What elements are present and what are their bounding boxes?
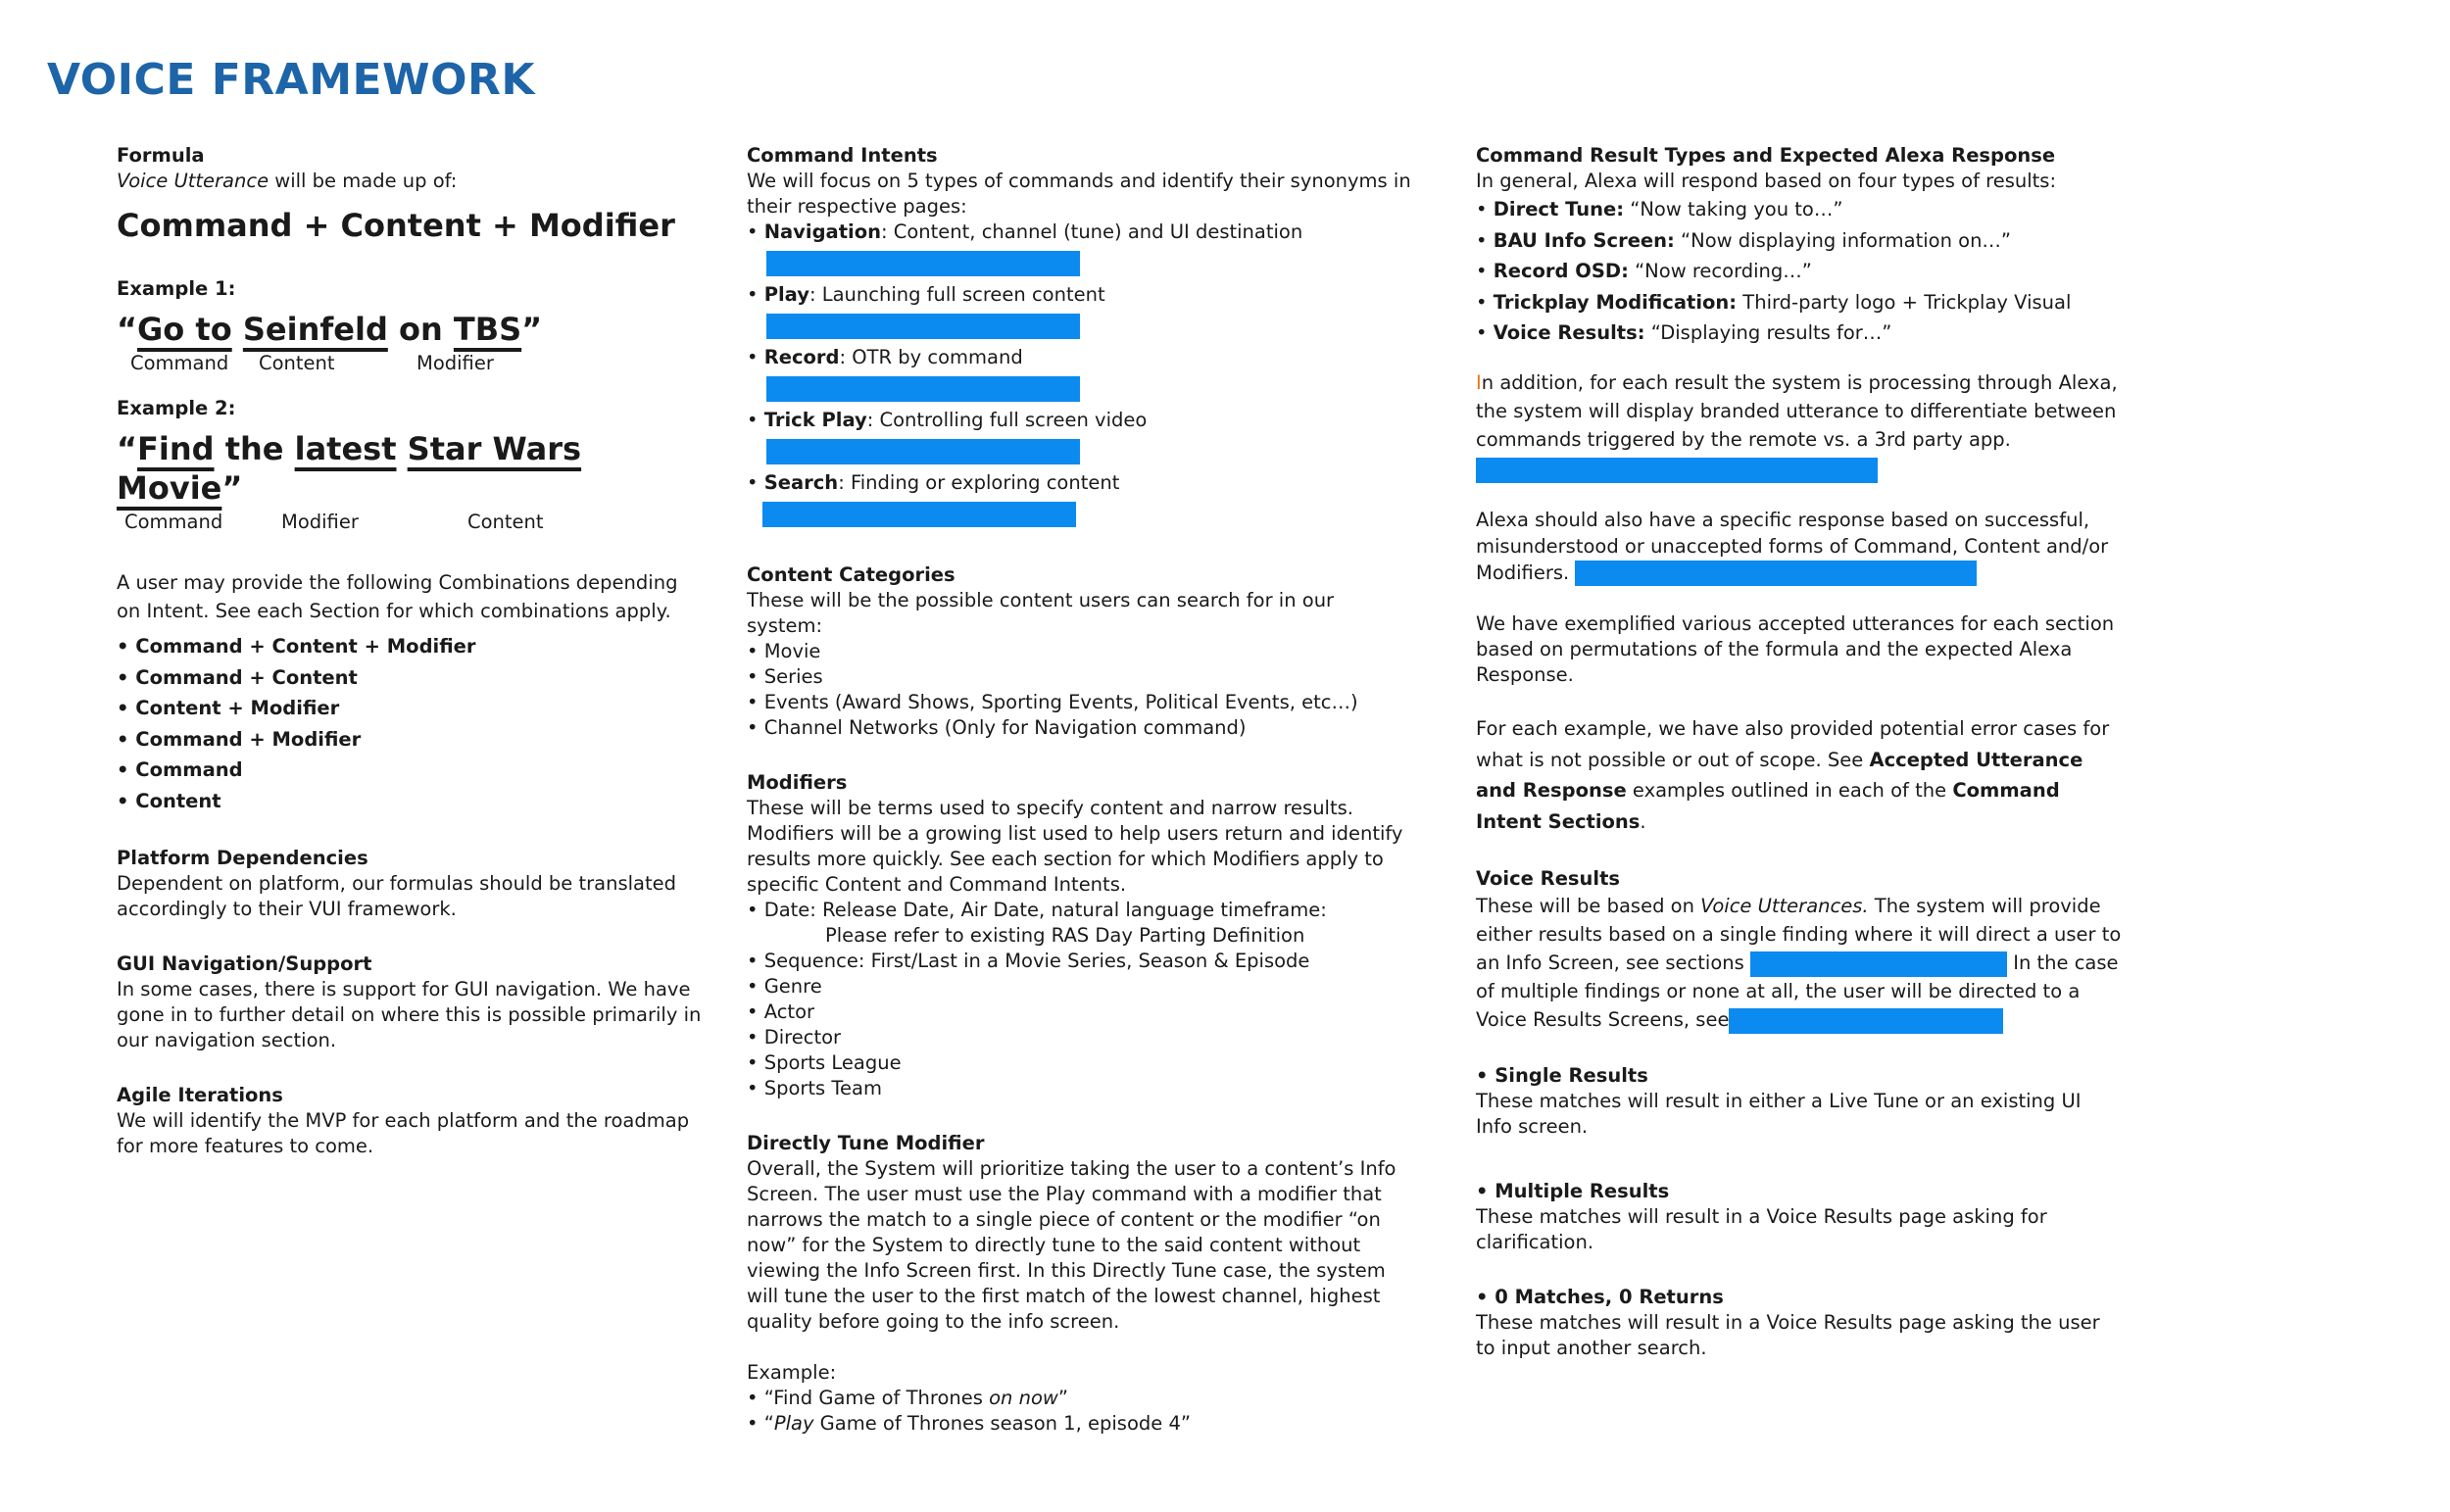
intent-item-navigation: • Navigation: Content, channel (tune) and UI destination: [747, 220, 1303, 243]
formula: Command + Content + Modifier: [117, 207, 675, 244]
redacted-link[interactable]: [1750, 951, 2007, 977]
modifiers-intro: These will be terms used to specify content and narrow results. Modifiers will be a growing list used to help users return and identify results more quickly. See each section for which Modifiers apply to specific Content and Command Intents.: [747, 797, 1403, 896]
intent-item-play: • Play: Launching full screen content: [747, 283, 1105, 306]
combo-item: • Content + Modifier: [117, 697, 340, 719]
label-content: Content: [259, 352, 335, 374]
example1-command: Go to: [137, 311, 232, 348]
modifier-item: • Actor: [747, 1000, 815, 1023]
combo-item: • Command: [117, 758, 243, 781]
error-text: For each example, we have also provided potential error cases for what is not possible or out of scope. See Accepted Utterance and Response examples outlined in each of the Command Intent Sections.: [1476, 717, 2110, 833]
tune-heading: Directly Tune Modifier: [747, 1132, 985, 1154]
single-heading: • Single Results: [1476, 1064, 1648, 1087]
combo-item: • Command + Content: [117, 665, 358, 689]
zero-heading: • 0 Matches, 0 Returns: [1476, 1286, 1724, 1308]
alexa-text: Alexa should also have a specific response based on successful, misunderstood or unaccepted forms of Command, Content and/or Modifiers.: [1476, 507, 2123, 587]
modifier-date-note: Please refer to existing RAS Day Parting Definition: [825, 924, 1305, 947]
result-item: • BAU Info Screen: “Now displaying information on…”: [1476, 228, 2012, 252]
result-item: • Record OSD: “Now recording…”: [1476, 260, 1812, 282]
modifier-item-date: • Date: Release Date, Air Date, natural language timeframe:: [747, 899, 1327, 921]
column-results: [1476, 143, 2123, 1361]
voice-heading: Voice Results: [1476, 867, 1621, 890]
result-item: • Trickplay Modification: Third-party logo + Trickplay Visual: [1476, 290, 2072, 314]
redacted-link[interactable]: [1575, 561, 1977, 586]
modifier-item: • Sequence: First/Last in a Movie Series, Season & Episode: [747, 950, 1310, 972]
category-item: • Series: [747, 665, 823, 688]
category-item: • Events (Award Shows, Sporting Events, Political Events, etc…): [747, 691, 1358, 713]
example1-content: Seinfeld: [242, 311, 388, 348]
intent-item-search: • Search: Finding or exploring content: [747, 471, 1120, 494]
label-command: Command: [124, 511, 223, 533]
platform-text: Dependent on platform, our formulas should be translated accordingly to their VUI framework.: [117, 872, 677, 920]
combo-item: • Command + Modifier: [117, 727, 362, 751]
label-command: Command: [130, 352, 229, 374]
categories-heading: Content Categories: [747, 563, 956, 586]
intents-heading: Command Intents: [747, 144, 938, 167]
intent-item-record: • Record: OTR by command: [747, 346, 1023, 368]
gui-heading: GUI Navigation/Support: [117, 952, 372, 975]
example1-labels: [117, 349, 705, 378]
tune-example-label: Example:: [747, 1361, 837, 1384]
example1-modifier: TBS: [453, 311, 522, 348]
redacted-link[interactable]: [1729, 1008, 2003, 1034]
redacted-link[interactable]: [766, 251, 1080, 276]
label-content: Content: [467, 511, 544, 533]
example2-labels: [117, 508, 705, 537]
single-text: These matches will result in either a Live Tune or an existing UI Info screen.: [1476, 1090, 2082, 1138]
modifier-item: • Sports League: [747, 1051, 902, 1074]
category-item: • Channel Networks (Only for Navigation command): [747, 716, 1247, 739]
exemplified-text: We have exemplified various accepted utterances for each section based on permutations of the formula and the expected Alexa Response.: [1476, 612, 2115, 686]
page-title: VOICE FRAMEWORK: [47, 55, 535, 105]
example2-content: Star Wars Movie: [117, 430, 582, 507]
redacted-link[interactable]: [766, 314, 1080, 339]
modifiers-heading: Modifiers: [747, 771, 848, 794]
agile-text: We will identify the MVP for each platform and the roadmap for more features to come.: [117, 1109, 690, 1157]
tune-text: Overall, the System will prioritize taking the user to a content’s Info Screen. The user must use the Play command with a modifier that narrows the match to a single piece of content or the modifier “on now” for the System to directly tune to the said content without viewing the Info Screen first. In this Directly Tune case, the system will tune the user to the first match of the lowest channel, highest quality before going to the info screen.: [747, 1157, 1396, 1333]
modifier-item: • Genre: [747, 975, 822, 998]
results-heading: Command Result Types and Expected Alexa Response: [1476, 144, 2056, 167]
redacted-link[interactable]: [1476, 458, 1878, 483]
redacted-link[interactable]: [766, 376, 1080, 402]
intents-intro: We will focus on 5 types of commands and identify their synonyms in their respective pages:: [747, 170, 1411, 218]
example2-command: Find: [137, 430, 215, 467]
formula-heading: Formula: [117, 144, 205, 167]
example2-utterance: “Find the latest Star Wars Movie”: [117, 430, 582, 507]
example1-utterance: “Go to Seinfeld on TBS”: [117, 311, 543, 348]
modifier-item: • Director: [747, 1026, 842, 1049]
combos-list: [117, 631, 705, 816]
voice-text: These will be based on Voice Utterances. The system will provide either results based on a single finding where it will direct a user to an Info Screen, see sections In the case of multiple findings or none at all, the user will be directed to a Voice Results Screens, see: [1476, 892, 2123, 1034]
multiple-heading: • Multiple Results: [1476, 1180, 1670, 1202]
example2-modifier: latest: [294, 430, 397, 467]
result-item: • Direct Tune: “Now taking you to…”: [1476, 198, 1843, 220]
intent-item-trick-play: • Trick Play: Controlling full screen video: [747, 409, 1148, 431]
gui-text: In some cases, there is support for GUI navigation. We have gone in to further detail on where this is possible primarily in our navigation section.: [117, 978, 702, 1051]
agile-heading: Agile Iterations: [117, 1084, 283, 1106]
redacted-link[interactable]: [766, 439, 1080, 464]
combo-item: • Command + Content + Modifier: [117, 635, 476, 658]
column-formula: [117, 143, 705, 1159]
platform-heading: Platform Dependencies: [117, 847, 368, 869]
label-modifier: Modifier: [416, 352, 494, 374]
tune-example-item: • “Play Game of Thrones season 1, episode 4”: [747, 1412, 1191, 1435]
example2-heading: Example 2:: [117, 397, 236, 419]
example1-heading: Example 1:: [117, 277, 236, 300]
results-intro: In general, Alexa will respond based on four types of results:: [1476, 170, 2057, 192]
result-item: • Voice Results: “Displaying results for…”: [1476, 321, 1892, 344]
combo-item: • Content: [117, 789, 221, 812]
combos-intro: A user may provide the following Combinations depending on Intent. See each Section for which combinations apply.: [117, 571, 678, 622]
tune-example-item: • “Find Game of Thrones on now”: [747, 1387, 1068, 1409]
addition-text: In addition, for each result the system is processing through Alexa, the system will display branded utterance to differentiate between commands triggered by the remote vs. a 3rd party app.: [1476, 370, 2118, 451]
modifier-item: • Sports Team: [747, 1077, 882, 1099]
label-modifier: Modifier: [281, 511, 359, 533]
redacted-link[interactable]: [762, 502, 1076, 527]
zero-text: These matches will result in a Voice Results page asking the user to input another search.: [1476, 1311, 2100, 1359]
categories-intro: These will be the possible content users can search for in our system:: [747, 589, 1335, 637]
column-intents: [747, 143, 1413, 1437]
multiple-text: These matches will result in a Voice Results page asking for clarification.: [1476, 1205, 2047, 1253]
formula-intro: Voice Utterance will be made up of:: [117, 170, 458, 192]
category-item: • Movie: [747, 640, 821, 662]
